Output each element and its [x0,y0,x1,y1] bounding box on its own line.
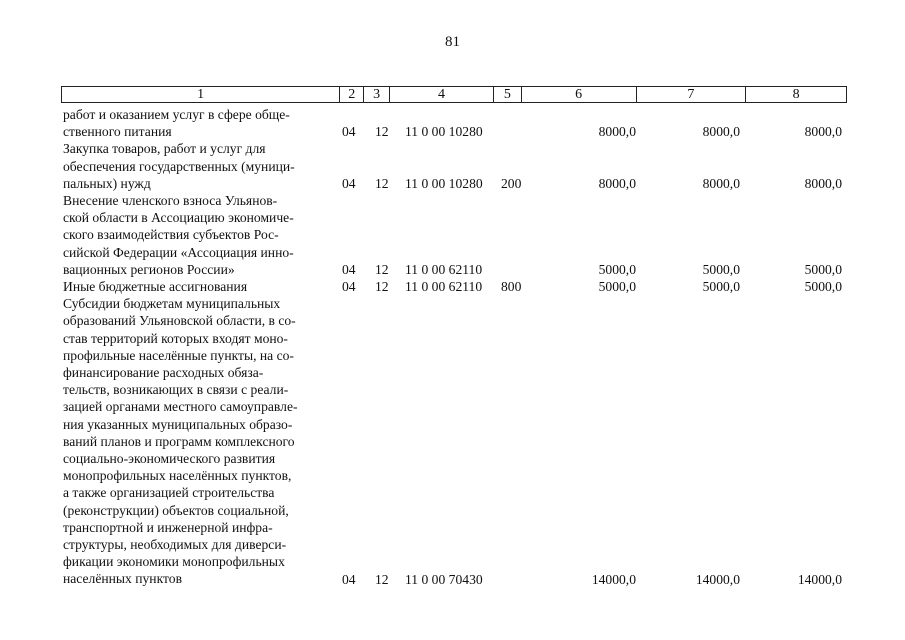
header-cell-4: 4 [390,87,494,103]
target-article-code: 11 0 00 10280 [405,124,483,140]
amount-year-2: 5000,0 [702,279,740,295]
description-line: став территорий которых входят моно- [63,330,288,346]
section-code: 04 [342,261,356,277]
description-line: монопрофильных населённых пунктов, [63,468,292,484]
header-cell-8: 8 [746,87,847,103]
table-row [63,140,853,192]
expense-type-code: 200 [501,175,522,191]
row-values [63,123,853,140]
column-header-table [61,86,847,103]
target-article-code: 11 0 00 10280 [405,175,483,191]
amount-year-1: 14000,0 [591,571,636,587]
description-line: (реконструкции) объектов социальной, [63,502,289,518]
amount-year-3: 14000,0 [797,571,842,587]
description-line: сийской Федерации «Ассоциация инно- [63,244,294,260]
description-line: ской области в Ассоциацию экономиче- [63,210,294,226]
description-line: пальных) нужд [63,175,151,191]
amount-year-3: 8000,0 [804,124,842,140]
amount-year-2: 5000,0 [702,261,740,277]
section-code: 04 [342,124,356,140]
amount-year-1: 8000,0 [598,175,636,191]
description-line: работ и оказанием услуг в сфере обще- [63,107,290,122]
header-cell-2: 2 [340,87,364,103]
budget-rows [63,106,853,588]
description-line: финансирование расходных обяза- [63,365,264,381]
description-line: вационных регионов России» [63,261,235,277]
amount-year-2: 14000,0 [695,571,740,587]
row-values [63,571,853,588]
table-row [63,278,853,295]
amount-year-3: 5000,0 [804,279,842,295]
amount-year-2: 8000,0 [702,175,740,191]
header-cell-3: 3 [364,87,390,103]
table-row [63,295,853,587]
header-cell-1: 1 [62,87,340,103]
description-line: профильные населённые пункты, на со- [63,347,294,363]
amount-year-1: 5000,0 [598,279,636,295]
header-cell-5: 5 [493,87,521,103]
amount-year-2: 8000,0 [702,124,740,140]
amount-year-3: 8000,0 [804,175,842,191]
page-number: 81 [445,34,460,50]
row-values [63,261,853,278]
amount-year-1: 5000,0 [598,261,636,277]
subsection-code: 12 [375,279,389,295]
row-values [63,278,853,295]
description-line: обеспечения государственных (муници- [63,158,295,174]
section-code: 04 [342,175,356,191]
subsection-code: 12 [375,261,389,277]
description-line: а также организацией строительства [63,485,275,501]
description-line: Иные бюджетные ассигнования [63,279,248,295]
row-description [63,295,331,587]
description-line: структуры, необходимых для диверси- [63,537,287,553]
subsection-code: 12 [375,175,389,191]
section-code: 04 [342,279,356,295]
header-cell-6: 6 [521,87,636,103]
subsection-code: 12 [375,571,389,587]
description-line: тельств, возникающих в связи с реали- [63,382,289,398]
description-line: зацией органами местного самоуправле- [63,399,298,415]
amount-year-1: 8000,0 [598,124,636,140]
description-line: Закупка товаров, работ и услуг для [63,141,266,157]
description-line: транспортной и инженерной инфра- [63,519,273,535]
expense-type-code: 800 [501,279,522,295]
description-line: ваний планов и программ комплексного [63,433,295,449]
description-line: социально-экономического развития [63,451,276,467]
target-article-code: 11 0 00 70430 [405,571,483,587]
target-article-code: 11 0 00 62110 [405,279,483,295]
description-line: ского взаимодействия субъектов Рос- [63,227,279,243]
target-article-code: 11 0 00 62110 [405,261,483,277]
description-line: ственного питания [63,124,172,140]
description-line: Внесение членского взноса Ульянов- [63,193,278,209]
amount-year-3: 5000,0 [804,261,842,277]
row-values [63,175,853,192]
description-line: населённых пунктов [63,571,182,587]
description-line: Субсидии бюджетам муниципальных [63,296,281,312]
description-line: образований Ульяновской области, в со- [63,313,296,329]
subsection-code: 12 [375,124,389,140]
section-code: 04 [342,571,356,587]
table-row [63,192,853,278]
table-row [63,106,853,140]
description-line: ния указанных муниципальных образо- [63,416,293,432]
header-cell-7: 7 [636,87,746,103]
description-line: фикации экономики монопрофильных [63,554,285,570]
